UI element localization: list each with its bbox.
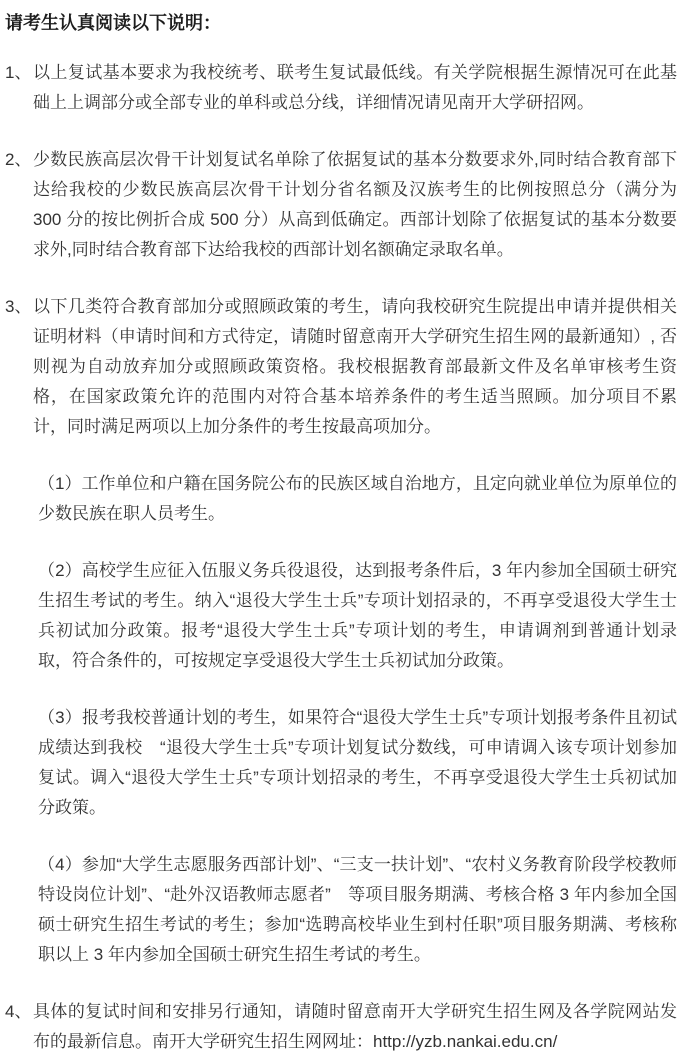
admissions-site-url: http://yzb.nankai.edu.cn/ xyxy=(373,1032,558,1051)
list-item-3 xyxy=(5,292,677,442)
sub-item-2: （2）高校学生应征入伍服义务兵役退役，达到报考条件后，3 年内参加全国硕士研究生招生考试的考生。纳入“退役大学生士兵”专项计划招录的，不再享受退役大学生士兵初试加分政策。报考“退役大学生士兵”专项计划的考生，申请调剂到普通计划录取，符合条件的，可按规定享受退役大学生士兵初试加分政策。 xyxy=(38,561,677,670)
item-4-text-body: 具体的复试时间和安排另行通知，请随时留意南开大学研究生招生网及各学院网站发布的最新信息。南开大学研究生招生网网址： xyxy=(33,1002,677,1051)
item-2-text: 少数民族高层次骨干计划复试名单除了依据复试的基本分数要求外,同时结合教育部下达给我校的少数民族高层次骨干计划分省名额及汉族考生的比例按照总分（满分为 300 分的按比例折合成 500 分）从高到低确定。西部计划除了依据复试的基本分数要求外,同时结合教育部下达给我校的西部计划名额确定录取名单。 xyxy=(33,150,677,259)
list-item-1 xyxy=(5,58,677,118)
item-3-number: 3、 xyxy=(5,297,32,316)
sub-item-1: （1）工作单位和户籍在国务院公布的民族区域自治地方，且定向就业单位为原单位的少数民族在职人员考生。 xyxy=(38,474,677,523)
item-2-number: 2、 xyxy=(5,150,32,169)
item-1-number: 1、 xyxy=(5,63,32,82)
sub-item-3: （3）报考我校普通计划的考生，如果符合“退役大学生士兵”专项计划报考条件且初试成绩达到我校 “退役大学生士兵”专项计划复试分数线，可申请调入该专项计划参加复试。调入“退役大学生士兵”专项计划招录的考生，不再享受退役大学生士兵初试加分政策。 xyxy=(38,708,677,817)
page-title: 请考生认真阅读以下说明： xyxy=(5,13,221,33)
list-item-2 xyxy=(5,145,677,265)
item-4-number: 4、 xyxy=(5,1002,32,1021)
item-4-text xyxy=(33,997,677,1057)
item-3-text: 以下几类符合教育部加分或照顾政策的考生，请向我校研究生院提出申请并提供相关证明材料（申请时间和方式待定，请随时留意南开大学研究生招生网的最新通知）, 否则视为自动放弃加分或照顾政策资格。我校根据教育部最新文件及名单审核考生资格，在国家政策允许的范围内对符合基本培养条件的考生适当照顾。加分项目不累计，同时满足两项以上加分条件的考生按最高项加分。 xyxy=(33,297,677,436)
item-1-text: 以上复试基本要求为我校统考、联考生复试最低线。有关学院根据生源情况可在此基础上上调部分或全部专业的单科或总分线，详细情况请见南开大学研招网。 xyxy=(33,63,677,112)
sub-item-4: （4）参加“大学生志愿服务西部计划”、“三支一扶计划”、“农村义务教育阶段学校教师特设岗位计划”、“赴外汉语教师志愿者” 等项目服务期满、考核合格 3 年内参加全国硕士研究生招生考试的考生；参加“选聘高校毕业生到村任职”项目服务期满、考核称职以上 3 年内参加全国硕士研究生招生考试的考生。 xyxy=(38,855,677,964)
list-item-4 xyxy=(5,997,677,1057)
